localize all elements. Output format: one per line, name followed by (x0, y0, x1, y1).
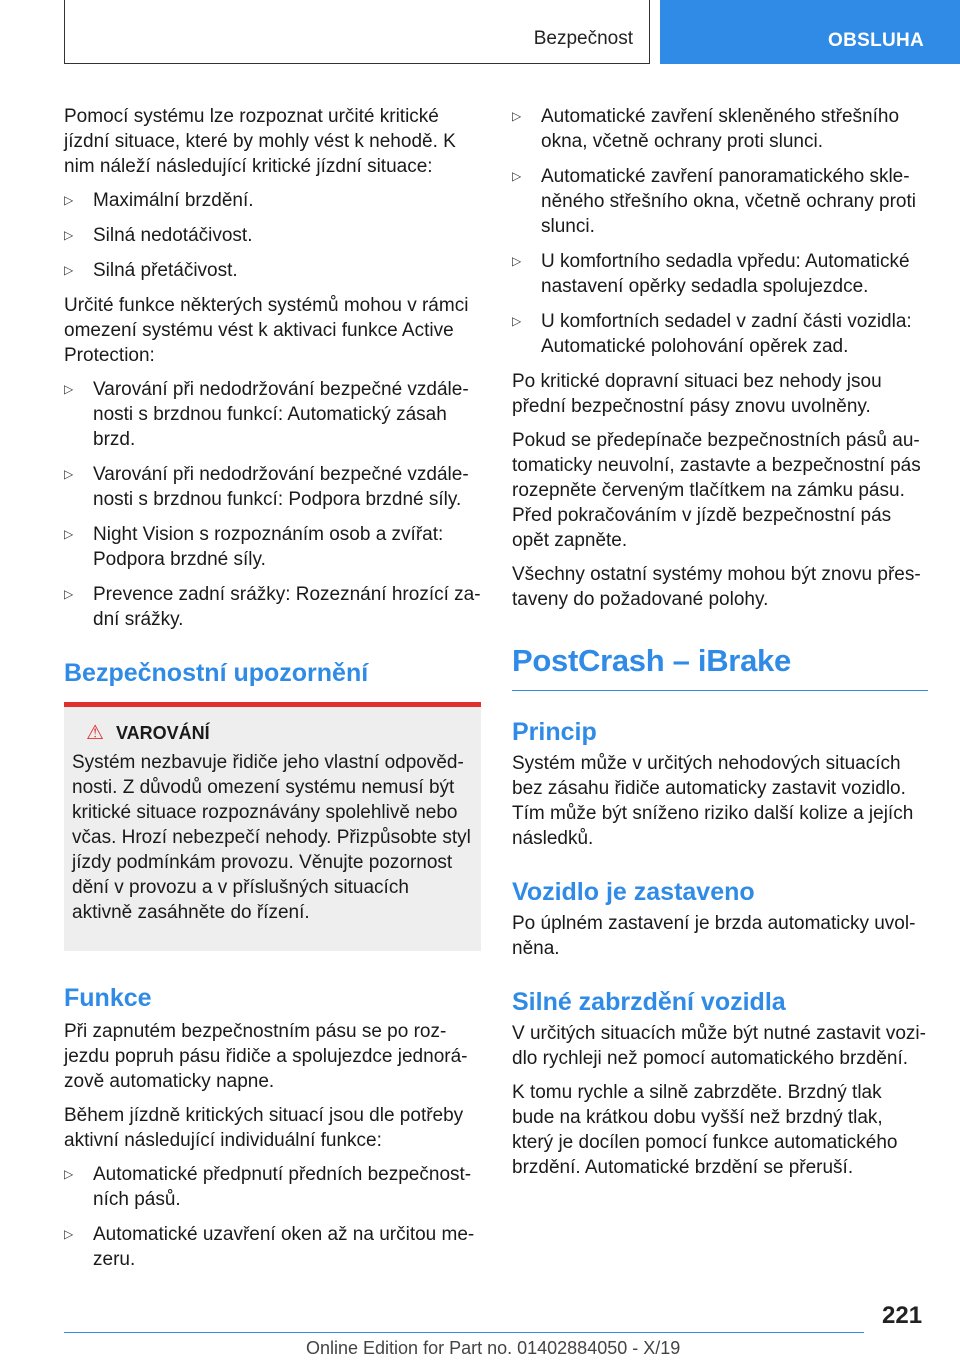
header-section-title: Bezpečnost (533, 28, 633, 49)
triangle-bullet-icon: ▷ (512, 169, 522, 183)
list-item: ▷ Silná přetáčivost. (64, 260, 238, 281)
safety-heading: Bezpečnostní upozornění (64, 659, 369, 687)
triangle-bullet-icon: ▷ (64, 467, 74, 481)
funkce-list (64, 1162, 481, 1272)
release-paragraph: Po kritické dopravní situaci bez nehody jsou přední bezpečnostní pásy znovu uvolněny. (512, 371, 882, 417)
silne-paragraph-2: K tomu rychle a silně zabrzděte. Brzdný tlak bude na krátkou dobu vyšší než brzdný tlak, který je docílen pomocí funkce automatického brzdění. Automatické brzdění se přeruší. (512, 1082, 898, 1178)
zastaveno-paragraph: Po úplném zastavení je brzda automaticky uvolněna. (512, 913, 916, 959)
list-item: ▷ Night Vision s rozpoznáním osob a zvířat: Podpora brzdné síly. (64, 524, 444, 570)
funkce-heading: Funkce (64, 984, 152, 1012)
princip-heading: Princip (512, 718, 597, 746)
warning-box (64, 702, 481, 951)
continued-functions-list (512, 104, 928, 359)
triangle-bullet-icon: ▷ (512, 109, 522, 123)
warning-text: Systém nezbavuje řidiče jeho vlastní odpovědnosti. Z důvodů omezení systému nemusí být kritické situace rozpoznávány spolehlivě nebo včas. Hrozí nebezpečí nehody. Přizpůsobte styl jízdy podmínkám provozu. Věnujte pozornost dění v provozu a v příslušných situacích aktivně zasáhněte do řízení. (72, 752, 471, 923)
list-item: ▷ Maximální brzdění. (64, 190, 254, 211)
zastaveno-heading: Vozidlo je zastaveno (512, 878, 755, 906)
warning-triangle-icon: ⚠ (86, 722, 104, 744)
list-item: ▷ Varování při nedodržování bezpečné vzdálenosti s brzdnou funkcí: Automatický zásah brzd. (64, 379, 469, 450)
list-item: ▷ Silná nedotáčivost. (64, 225, 253, 246)
funkce-paragraph-1: Při zapnutém bezpečnostním pásu se po rozjezdu popruh pásu řidiče a spolujezdce jednorázově automaticky napne. (64, 1021, 468, 1092)
triangle-bullet-icon: ▷ (64, 1167, 74, 1181)
footer-edition: Online Edition for Part no. 01402884050 - X/19 (306, 1338, 681, 1358)
pretensioner-paragraph: Pokud se předepínače bezpečnostních pásů automaticky neuvolní, zastavte a bezpečnostní pás rozepněte červeným tlačítkem na zámku pásu. Před pokračováním v jízdě bezpečnostní pás opět zapněte. (512, 430, 921, 551)
active-protection-paragraph: Určité funkce některých systémů mohou v rámci omezení systému vést k aktivaci funkce Active Protection: (64, 295, 469, 366)
triangle-bullet-icon: ▷ (512, 254, 522, 268)
silne-heading: Silné zabrzdění vozidla (512, 988, 786, 1016)
list-item: ▷ U komfortního sedadla vpředu: Automatické nastavení opěrky sedadla spolujezdce. (512, 251, 910, 297)
list-item: ▷ Automatické předpnutí předních bezpečnostních pásů. (64, 1164, 472, 1210)
right-column (512, 104, 928, 1189)
silne-paragraph-1: V určitých situacích může být nutné zastavit vozidlo rychleji než pomocí automatického brzdění. (512, 1023, 926, 1069)
list-item: ▷ Automatické uzavření oken až na určitou mezeru. (64, 1224, 475, 1270)
triangle-bullet-icon: ▷ (64, 587, 74, 601)
list-item: ▷ Prevence zadní srážky: Rozeznání hrozící zadní srážky. (64, 584, 481, 630)
triangle-bullet-icon: ▷ (64, 228, 74, 242)
header-chapter-label: OBSLUHA (828, 30, 925, 51)
systems-reset-paragraph: Všechny ostatní systémy mohou být znovu přestaveny do požadované polohy. (512, 564, 921, 610)
intro-paragraph: Pomocí systému lze rozpoznat určité kritické jízdní situace, které by mohly vést k nehodě. K nim náleží následující kritické jízdní situace: (64, 106, 456, 177)
funkce-paragraph-2: Během jízdně kritických situací jsou dle potřeby aktivní následující individuální funkce: (64, 1105, 464, 1151)
page-number: 221 (882, 1302, 923, 1329)
header-section-box (64, 0, 650, 64)
warning-header (72, 721, 472, 746)
list-item: ▷ U komfortních sedadel v zadní části vozidla: Automatické polohování opěrek zad. (512, 311, 912, 357)
warning-title: VAROVÁNÍ (116, 723, 210, 743)
footer-divider (64, 1332, 864, 1333)
triangle-bullet-icon: ▷ (64, 193, 74, 207)
triangle-bullet-icon: ▷ (64, 527, 74, 541)
postcrash-heading: PostCrash – iBrake (512, 642, 928, 691)
list-item: ▷ Automatické zavření skleněného střešního okna, včetně ochrany proti slunci. (512, 106, 900, 152)
header-chapter-tab[interactable] (660, 0, 960, 64)
situations-list (64, 188, 481, 283)
triangle-bullet-icon: ▷ (512, 314, 522, 328)
functions-list (64, 377, 481, 632)
triangle-bullet-icon: ▷ (64, 1227, 74, 1241)
left-column (64, 104, 481, 1282)
triangle-bullet-icon: ▷ (64, 263, 74, 277)
list-item: ▷ Automatické zavření panoramatického skleněného střešního okna, včetně ochrany proti slunci. (512, 166, 916, 237)
list-item: ▷ Varování při nedodržování bezpečné vzdálenosti s brzdnou funkcí: Podpora brzdné síly. (64, 464, 469, 510)
princip-paragraph: Systém může v určitých nehodových situacích bez zásahu řidiče automaticky zastavit vozidlo. Tím může být sníženo riziko další kolize a jejích následků. (512, 753, 914, 849)
triangle-bullet-icon: ▷ (64, 382, 74, 396)
